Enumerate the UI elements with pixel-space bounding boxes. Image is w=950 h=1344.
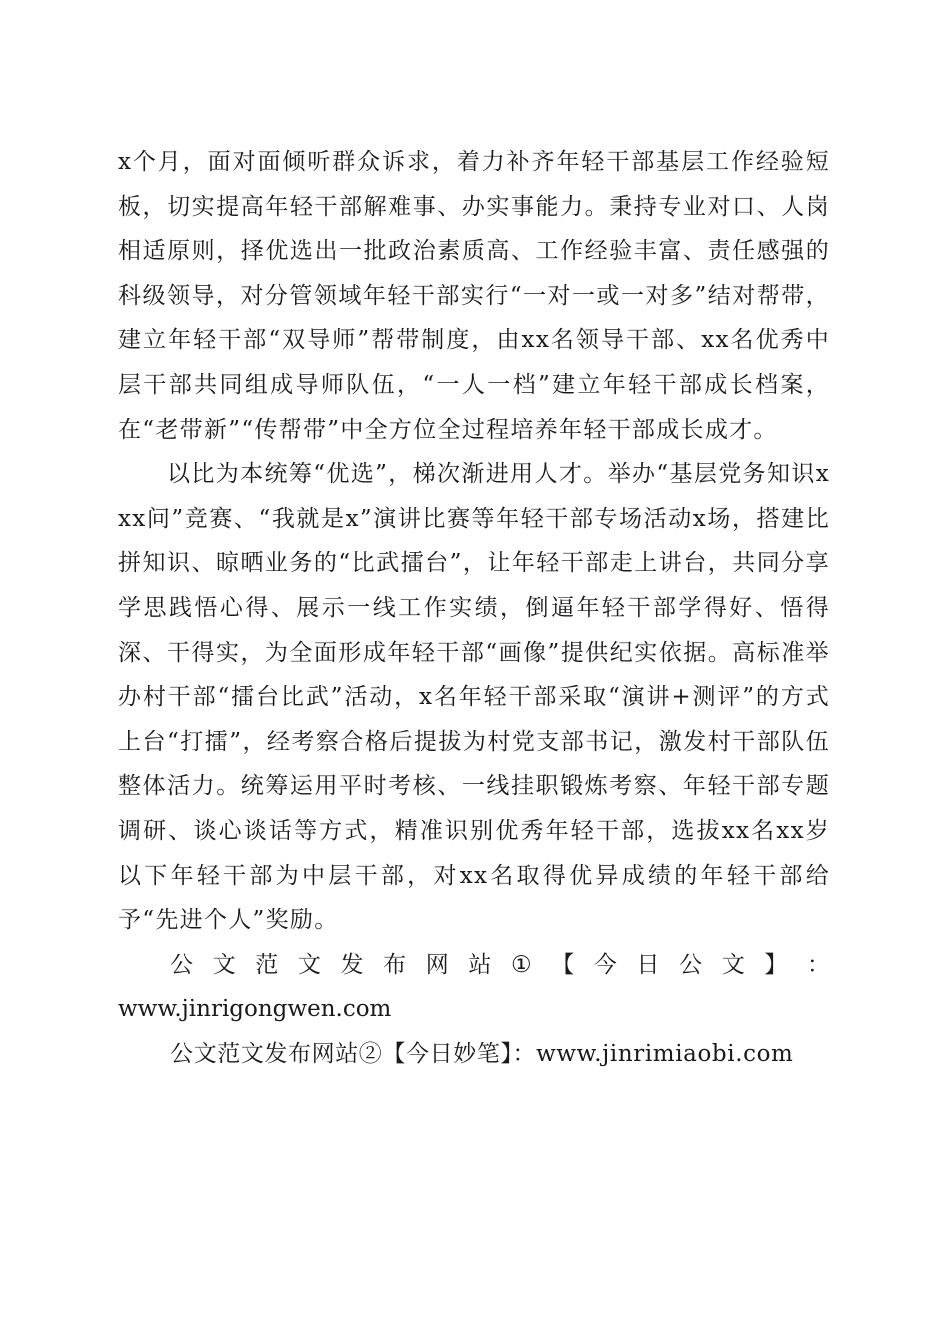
site-1-char: ： bbox=[807, 951, 830, 978]
site-1-char: 站 bbox=[468, 951, 492, 978]
site-1-label bbox=[118, 943, 830, 988]
body-paragraph-1: x个月，面对面倾听群众诉求，着力补齐年轻干部基层工作经验短板，切实提高年轻干部解难事、办实事能力。秉持专业对口、人岗相适原则，择优选出一批政治素质高、工作经验丰富、责任感强的科级领导，对分管领域年轻干部实行“一对一或一对多”结对帮带，建立年轻干部“双导师”帮带制度，由xx名领导干部、xx名优秀中层干部共同组成导师队伍，“一人一档”建立年轻干部成长档案，在“老带新”“传帮带”中全方位全过程培养年轻干部成长成才。 bbox=[118, 149, 830, 443]
site-1-char: 文 bbox=[721, 951, 745, 978]
site-1-char: 发 bbox=[340, 951, 364, 978]
site-1-char: 布 bbox=[383, 951, 407, 978]
site-1-url[interactable]: www.jinrigongwen.com bbox=[118, 996, 392, 1023]
footer-site-1 bbox=[118, 943, 830, 1032]
document-page bbox=[118, 140, 830, 1076]
site-1-char: 公 bbox=[170, 951, 193, 978]
site-1-char: 文 bbox=[297, 951, 321, 978]
footer-site-2[interactable]: 公文范文发布网站②【今日妙笔】：www.jinrimiaobi.com bbox=[170, 1040, 794, 1067]
site-1-char: 文 bbox=[212, 951, 236, 978]
site-1-char: ① bbox=[511, 951, 532, 978]
site-1-char: 【 bbox=[551, 951, 575, 978]
site-1-char: 日 bbox=[636, 951, 660, 978]
site-1-char: 范 bbox=[255, 951, 279, 978]
site-1-char: 】 bbox=[764, 951, 788, 978]
site-1-char: 网 bbox=[425, 951, 449, 978]
body-paragraph-2: 以比为本统筹“优选”，梯次渐进用人才。举办“基层党务知识xxx问”竞赛、“我就是x”演讲比赛等年轻干部专场活动x场，搭建比拼知识、晾晒业务的“比武擂台”，让年轻干部走上讲台，共同分享学思践悟心得、展示一线工作实绩，倒逼年轻干部学得好、悟得深、干得实，为全面形成年轻干部“画像”提供纪实依据。高标准举办村干部“擂台比武”活动，x名年轻干部采取“演讲+测评”的方式上台“打擂”，经考察合格后提拔为村党支部书记，激发村干部队伍整体活力。统筹运用平时考核、一线挂职锻炼考察、年轻干部专题调研、谈心谈话等方式，精准识别优秀年轻干部，选拔xx名xx岁以下年轻干部为中层干部，对xx名取得优异成绩的年轻干部给予“先进个人”奖励。 bbox=[118, 461, 830, 934]
site-1-char: 公 bbox=[679, 951, 703, 978]
site-1-char: 今 bbox=[593, 951, 617, 978]
